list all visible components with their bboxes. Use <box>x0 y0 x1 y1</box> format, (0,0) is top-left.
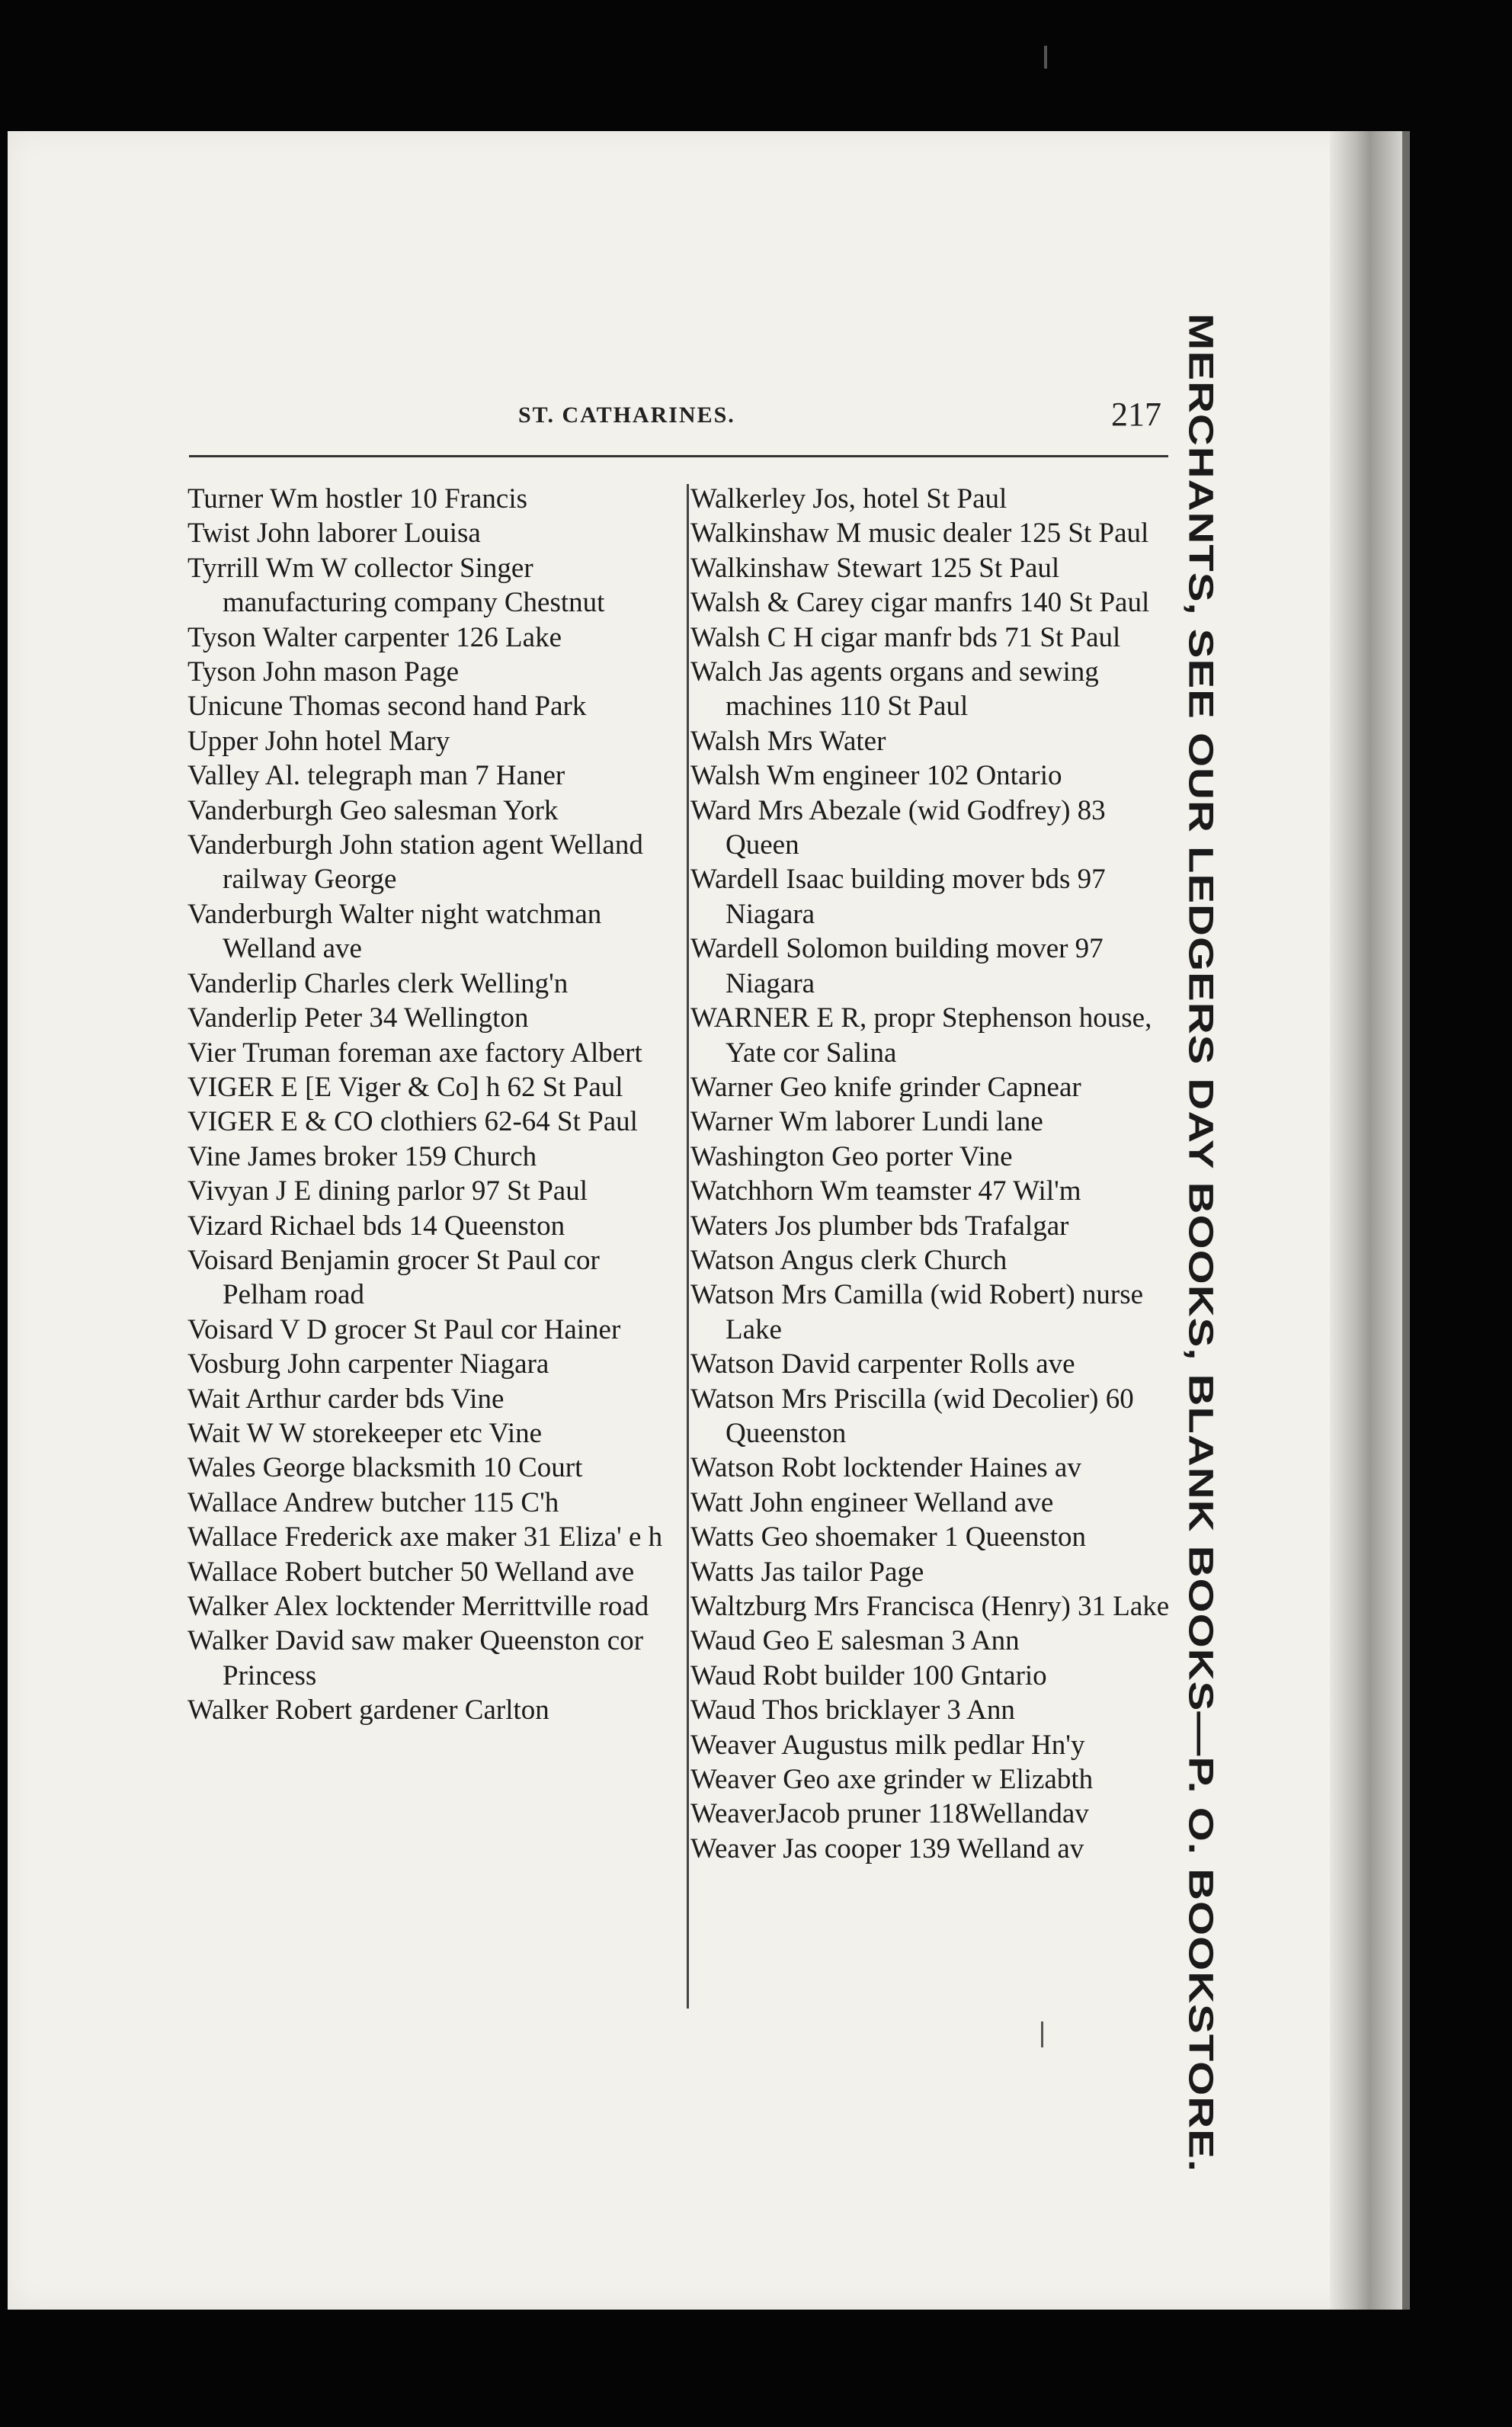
directory-entry: Waltzburg Mrs Francisca (Henry) 31 Lake <box>690 1591 1170 1622</box>
directory-entry: Warner Geo knife grinder Capnear <box>690 1071 1081 1103</box>
directory-entry: Wallace Frederick axe maker 31 Eliza' e h <box>187 1521 663 1553</box>
book-spine-shadow <box>1330 131 1402 2310</box>
directory-entry: Weaver Geo axe grinder w Elizabth <box>690 1764 1094 1796</box>
directory-entry: Wardell Isaac building mover bds 97 Niagara <box>690 864 1106 930</box>
directory-entry: Vanderlip Peter 34 Wellington <box>187 1002 529 1034</box>
directory-entry: Vivyan J E dining parlor 97 St Paul <box>187 1175 588 1207</box>
directory-entry: Vanderlip Charles clerk Welling'n <box>187 967 569 999</box>
directory-entry: Watt John engineer Welland ave <box>690 1486 1054 1518</box>
directory-entry: Walch Jas agents organs and sewing machines 110 St Paul <box>690 656 1099 723</box>
directory-entry: Waters Jos plumber bds Trafalgar <box>690 1210 1069 1242</box>
directory-entry: Weaver Augustus milk pedlar Hn'y <box>690 1729 1085 1761</box>
directory-entry: Valley Al. telegraph man 7 Haner <box>187 760 565 792</box>
directory-entry: Walsh & Carey cigar manfrs 140 St Paul <box>690 587 1150 619</box>
directory-entry: Wardell Solomon building mover 97 Niagara <box>690 933 1104 999</box>
directory-entry: Vier Truman foreman axe factory Albert <box>187 1037 642 1069</box>
directory-entry: Watson David carpenter Rolls ave <box>690 1348 1075 1380</box>
directory-entry: Waud Robt builder 100 Gntario <box>690 1659 1047 1691</box>
directory-entry: Wallace Robert butcher 50 Welland ave <box>187 1556 635 1588</box>
left-column <box>187 482 675 1728</box>
directory-entry: Washington Geo porter Vine <box>690 1140 1013 1172</box>
column-divider <box>687 484 689 2009</box>
directory-entry: Walker Robert gardener Carlton <box>187 1694 549 1726</box>
running-head: ST. CATHARINES. <box>518 402 735 428</box>
directory-entry: Warner Wm laborer Lundi lane <box>690 1106 1043 1138</box>
directory-entry: Watts Jas tailor Page <box>690 1556 924 1588</box>
side-advertisement-text: MERCHANTS, SEE OUR LEDGERS DAY BOOKS, BLANK BOOKS—P. O. BOOKSTORE. <box>1180 313 1220 2172</box>
directory-entry: Walsh C H cigar manfr bds 71 St Paul <box>690 621 1121 653</box>
directory-entry: Vanderburgh John station agent Welland railway George <box>187 829 643 896</box>
directory-entry: Tyrrill Wm W collector Singer manufacturing company Chestnut <box>187 552 605 619</box>
directory-entry: Vanderburgh Geo salesman York <box>187 794 559 826</box>
directory-entry: Voisard V D grocer St Paul cor Hainer <box>187 1313 621 1345</box>
directory-entry: Waud Geo E salesman 3 Ann <box>690 1625 1020 1657</box>
directory-entry: Vine James broker 159 Church <box>187 1140 537 1172</box>
directory-entry: Tyson Walter carpenter 126 Lake <box>187 621 562 653</box>
directory-entry: Wales George blacksmith 10 Court <box>187 1452 583 1484</box>
directory-entry: Vosburg John carpenter Niagara <box>187 1348 549 1380</box>
directory-entry: Ward Mrs Abezale (wid Godfrey) 83 Queen <box>690 794 1106 861</box>
film-scratch <box>1041 2021 1043 2047</box>
directory-entry: Walkinshaw Stewart 125 St Paul <box>690 552 1060 584</box>
directory-entry: Vanderburgh Walter night watchman Welland ave <box>187 898 602 965</box>
directory-entry: Watson Angus clerk Church <box>690 1244 1007 1276</box>
right-column <box>690 482 1178 1866</box>
directory-entry: Walker David saw maker Queenston cor Princess <box>187 1625 644 1691</box>
directory-entry: VIGER E & CO clothiers 62-64 St Paul <box>187 1106 638 1138</box>
header-rule <box>189 455 1168 457</box>
directory-entry: Watchhorn Wm teamster 47 Wil'm <box>690 1175 1081 1207</box>
directory-entry: Upper John hotel Mary <box>187 725 450 757</box>
directory-entry: Wallace Andrew butcher 115 C'h <box>187 1486 559 1518</box>
film-scratch <box>1044 46 1047 69</box>
directory-entry: Watson Mrs Priscilla (wid Decolier) 60 Queenston <box>690 1383 1134 1449</box>
directory-entry: Weaver Jas cooper 139 Welland av <box>690 1832 1084 1864</box>
directory-entry: Vizard Richael bds 14 Queenston <box>187 1210 565 1242</box>
directory-entry: Watson Robt locktender Haines av <box>690 1452 1081 1484</box>
directory-entry: Turner Wm hostler 10 Francis <box>187 483 528 515</box>
page-edge <box>1402 131 1410 2310</box>
directory-entry: Unicune Thomas second hand Park <box>187 691 587 723</box>
directory-entry: Wait W W storekeeper etc Vine <box>187 1417 543 1449</box>
directory-entry: Watson Mrs Camilla (wid Robert) nurse Lake <box>690 1279 1144 1345</box>
directory-entry: VIGER E [E Viger & Co] h 62 St Paul <box>187 1071 623 1103</box>
directory-entry: Voisard Benjamin grocer St Paul cor Pelham road <box>187 1244 600 1311</box>
directory-entry: Walsh Wm engineer 102 Ontario <box>690 760 1062 792</box>
directory-entry: Walkerley Jos, hotel St Paul <box>690 483 1007 515</box>
directory-entry: WARNER E R, propr Stephenson house, Yate cor Salina <box>690 1002 1152 1069</box>
directory-entry: Walkinshaw M music dealer 125 St Paul <box>690 518 1149 550</box>
directory-entry: Tyson John mason Page <box>187 656 460 688</box>
directory-entry: Waud Thos bricklayer 3 Ann <box>690 1694 1015 1726</box>
page-number: 217 <box>1111 396 1161 433</box>
directory-entry: Twist John laborer Louisa <box>187 518 481 550</box>
directory-entry: Walker Alex locktender Merrittville road <box>187 1591 649 1622</box>
directory-entry: WeaverJacob pruner 118Wellandav <box>690 1798 1089 1830</box>
directory-entry: Watts Geo shoemaker 1 Queenston <box>690 1521 1086 1553</box>
directory-entry: Walsh Mrs Water <box>690 725 886 757</box>
directory-entry: Wait Arthur carder bds Vine <box>187 1383 505 1415</box>
side-advertisement <box>1174 313 1227 2172</box>
